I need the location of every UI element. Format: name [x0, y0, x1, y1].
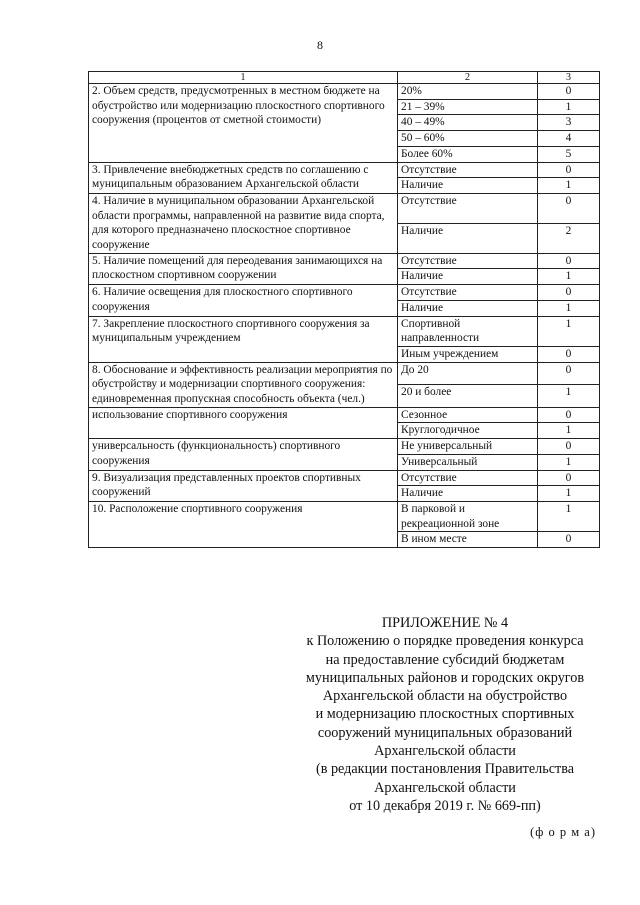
criterion-score: 3: [538, 115, 600, 131]
criterion-label: 3. Привлечение внебюджетных средств по соглашению с муниципальным образованием Архангельской области: [89, 162, 398, 193]
table-row: [89, 193, 600, 223]
appendix-line: на предоставление субсидий бюджетам: [325, 651, 565, 668]
table-row: [89, 84, 600, 100]
criterion-option: 20%: [398, 84, 538, 100]
table-row: [89, 316, 600, 346]
criterion-score: 2: [538, 223, 600, 253]
criterion-score: 1: [538, 454, 600, 470]
criterion-option: Отсутствие: [398, 253, 538, 269]
criterion-score: 0: [538, 439, 600, 455]
criterion-score: 1: [538, 486, 600, 502]
table-row: [89, 439, 600, 455]
criterion-option: Более 60%: [398, 146, 538, 162]
criterion-score: 1: [538, 300, 600, 316]
criterion-option: 50 – 60%: [398, 131, 538, 147]
criterion-option: В ином месте: [398, 532, 538, 548]
criterion-score: 0: [538, 193, 600, 223]
criterion-option: Универсальный: [398, 454, 538, 470]
appendix-line: Архангельской области на обустройство: [322, 688, 568, 705]
criterion-score: 4: [538, 131, 600, 147]
column-header-1: 1: [89, 72, 398, 84]
page-number: 8: [317, 38, 323, 52]
criterion-score: 1: [538, 501, 600, 531]
criterion-score: 0: [538, 362, 600, 385]
table-row: [89, 470, 600, 486]
table-row: [89, 162, 600, 178]
criterion-score: 1: [538, 316, 600, 346]
column-header-2: 2: [398, 72, 538, 84]
criterion-score: 1: [538, 99, 600, 115]
criterion-option: Отсутствие: [398, 193, 538, 223]
criterion-label: 5. Наличие помещений для переодевания занимающихся на плоскостном спортивном сооружении: [89, 253, 398, 284]
criterion-score: 1: [538, 178, 600, 194]
criterion-option: В парковой и рекреационной зоне: [398, 501, 538, 531]
criterion-score: 0: [538, 253, 600, 269]
criterion-option: Круглогодичное: [398, 423, 538, 439]
criterion-option: Наличие: [398, 486, 538, 502]
criterion-label: 10. Расположение спортивного сооружения: [89, 501, 398, 547]
table-row: [89, 362, 600, 385]
criterion-score: 1: [538, 423, 600, 439]
criterion-option: Наличие: [398, 300, 538, 316]
criterion-label: использование спортивного сооружения: [89, 407, 398, 438]
criterion-option: Наличие: [398, 178, 538, 194]
table-row: [89, 253, 600, 269]
criterion-score: 0: [538, 162, 600, 178]
table-row: [89, 407, 600, 423]
appendix-line: от 10 декабря 2019 г. № 669-пп): [349, 797, 541, 814]
column-header-3: 3: [538, 72, 600, 84]
appendix-heading: [250, 614, 640, 815]
criterion-option: 20 и более: [398, 385, 538, 408]
criterion-option: Отсутствие: [398, 285, 538, 301]
criterion-option: Отсутствие: [398, 470, 538, 486]
criterion-option: Отсутствие: [398, 162, 538, 178]
table-row: [89, 501, 600, 531]
criterion-option: Наличие: [398, 223, 538, 253]
criterion-score: 0: [538, 532, 600, 548]
criterion-label: 6. Наличие освещения для плоскостного спортивного сооружения: [89, 285, 398, 316]
criterion-option: До 20: [398, 362, 538, 385]
criterion-label: 7. Закрепление плоскостного спортивного сооружения за муниципальным учреждением: [89, 316, 398, 362]
criterion-option: 21 – 39%: [398, 99, 538, 115]
criterion-score: 0: [538, 407, 600, 423]
criterion-option: Не универсальный: [398, 439, 538, 455]
criterion-score: 1: [538, 269, 600, 285]
appendix-line: и модернизацию плоскостных спортивных: [315, 706, 575, 723]
criterion-score: 0: [538, 84, 600, 100]
criterion-option: Наличие: [398, 269, 538, 285]
criterion-label: 9. Визуализация представленных проектов спортивных сооружений: [89, 470, 398, 501]
appendix-line: муниципальных районов и городских округов: [305, 669, 585, 686]
criterion-label: 8. Обоснование и эффективность реализации мероприятия по обустройству и модернизации спортивного сооружения: единовременная пропускная способность объекта (чел.): [89, 362, 398, 407]
form-note: (ф о р м а): [530, 825, 596, 839]
criterion-score: 1: [538, 385, 600, 408]
table-header-row: [89, 72, 600, 84]
appendix-line: ПРИЛОЖЕНИЕ № 4: [381, 615, 509, 631]
appendix-line: (в редакции постановления Правительства: [315, 761, 575, 778]
criterion-score: 0: [538, 285, 600, 301]
criterion-option: 40 – 49%: [398, 115, 538, 131]
criterion-score: 0: [538, 346, 600, 362]
criterion-score: 5: [538, 146, 600, 162]
criterion-option: Спортивной направленности: [398, 316, 538, 346]
criteria-table: [88, 71, 600, 548]
appendix-line: Архангельской области: [374, 779, 516, 796]
criterion-option: Иным учреждением: [398, 346, 538, 362]
criterion-option: Сезонное: [398, 407, 538, 423]
appendix-line: Архангельской области: [374, 743, 516, 760]
appendix-line: сооружений муниципальных образований: [317, 724, 573, 741]
criterion-label: 4. Наличие в муниципальном образовании Архангельской области программы, направленной на развитие вида спорта, для которого предназначено плоскостное спортивное сооружение: [89, 193, 398, 253]
criterion-label: 2. Объем средств, предусмотренных в местном бюджете на обустройство или модернизацию плоскостного спортивного сооружения (процентов от сметной стоимости): [89, 84, 398, 163]
table-row: [89, 285, 600, 301]
appendix-line: к Положению о порядке проведения конкурса: [306, 633, 584, 650]
criterion-score: 0: [538, 470, 600, 486]
criterion-label: универсальность (функциональность) спортивного сооружения: [89, 439, 398, 470]
